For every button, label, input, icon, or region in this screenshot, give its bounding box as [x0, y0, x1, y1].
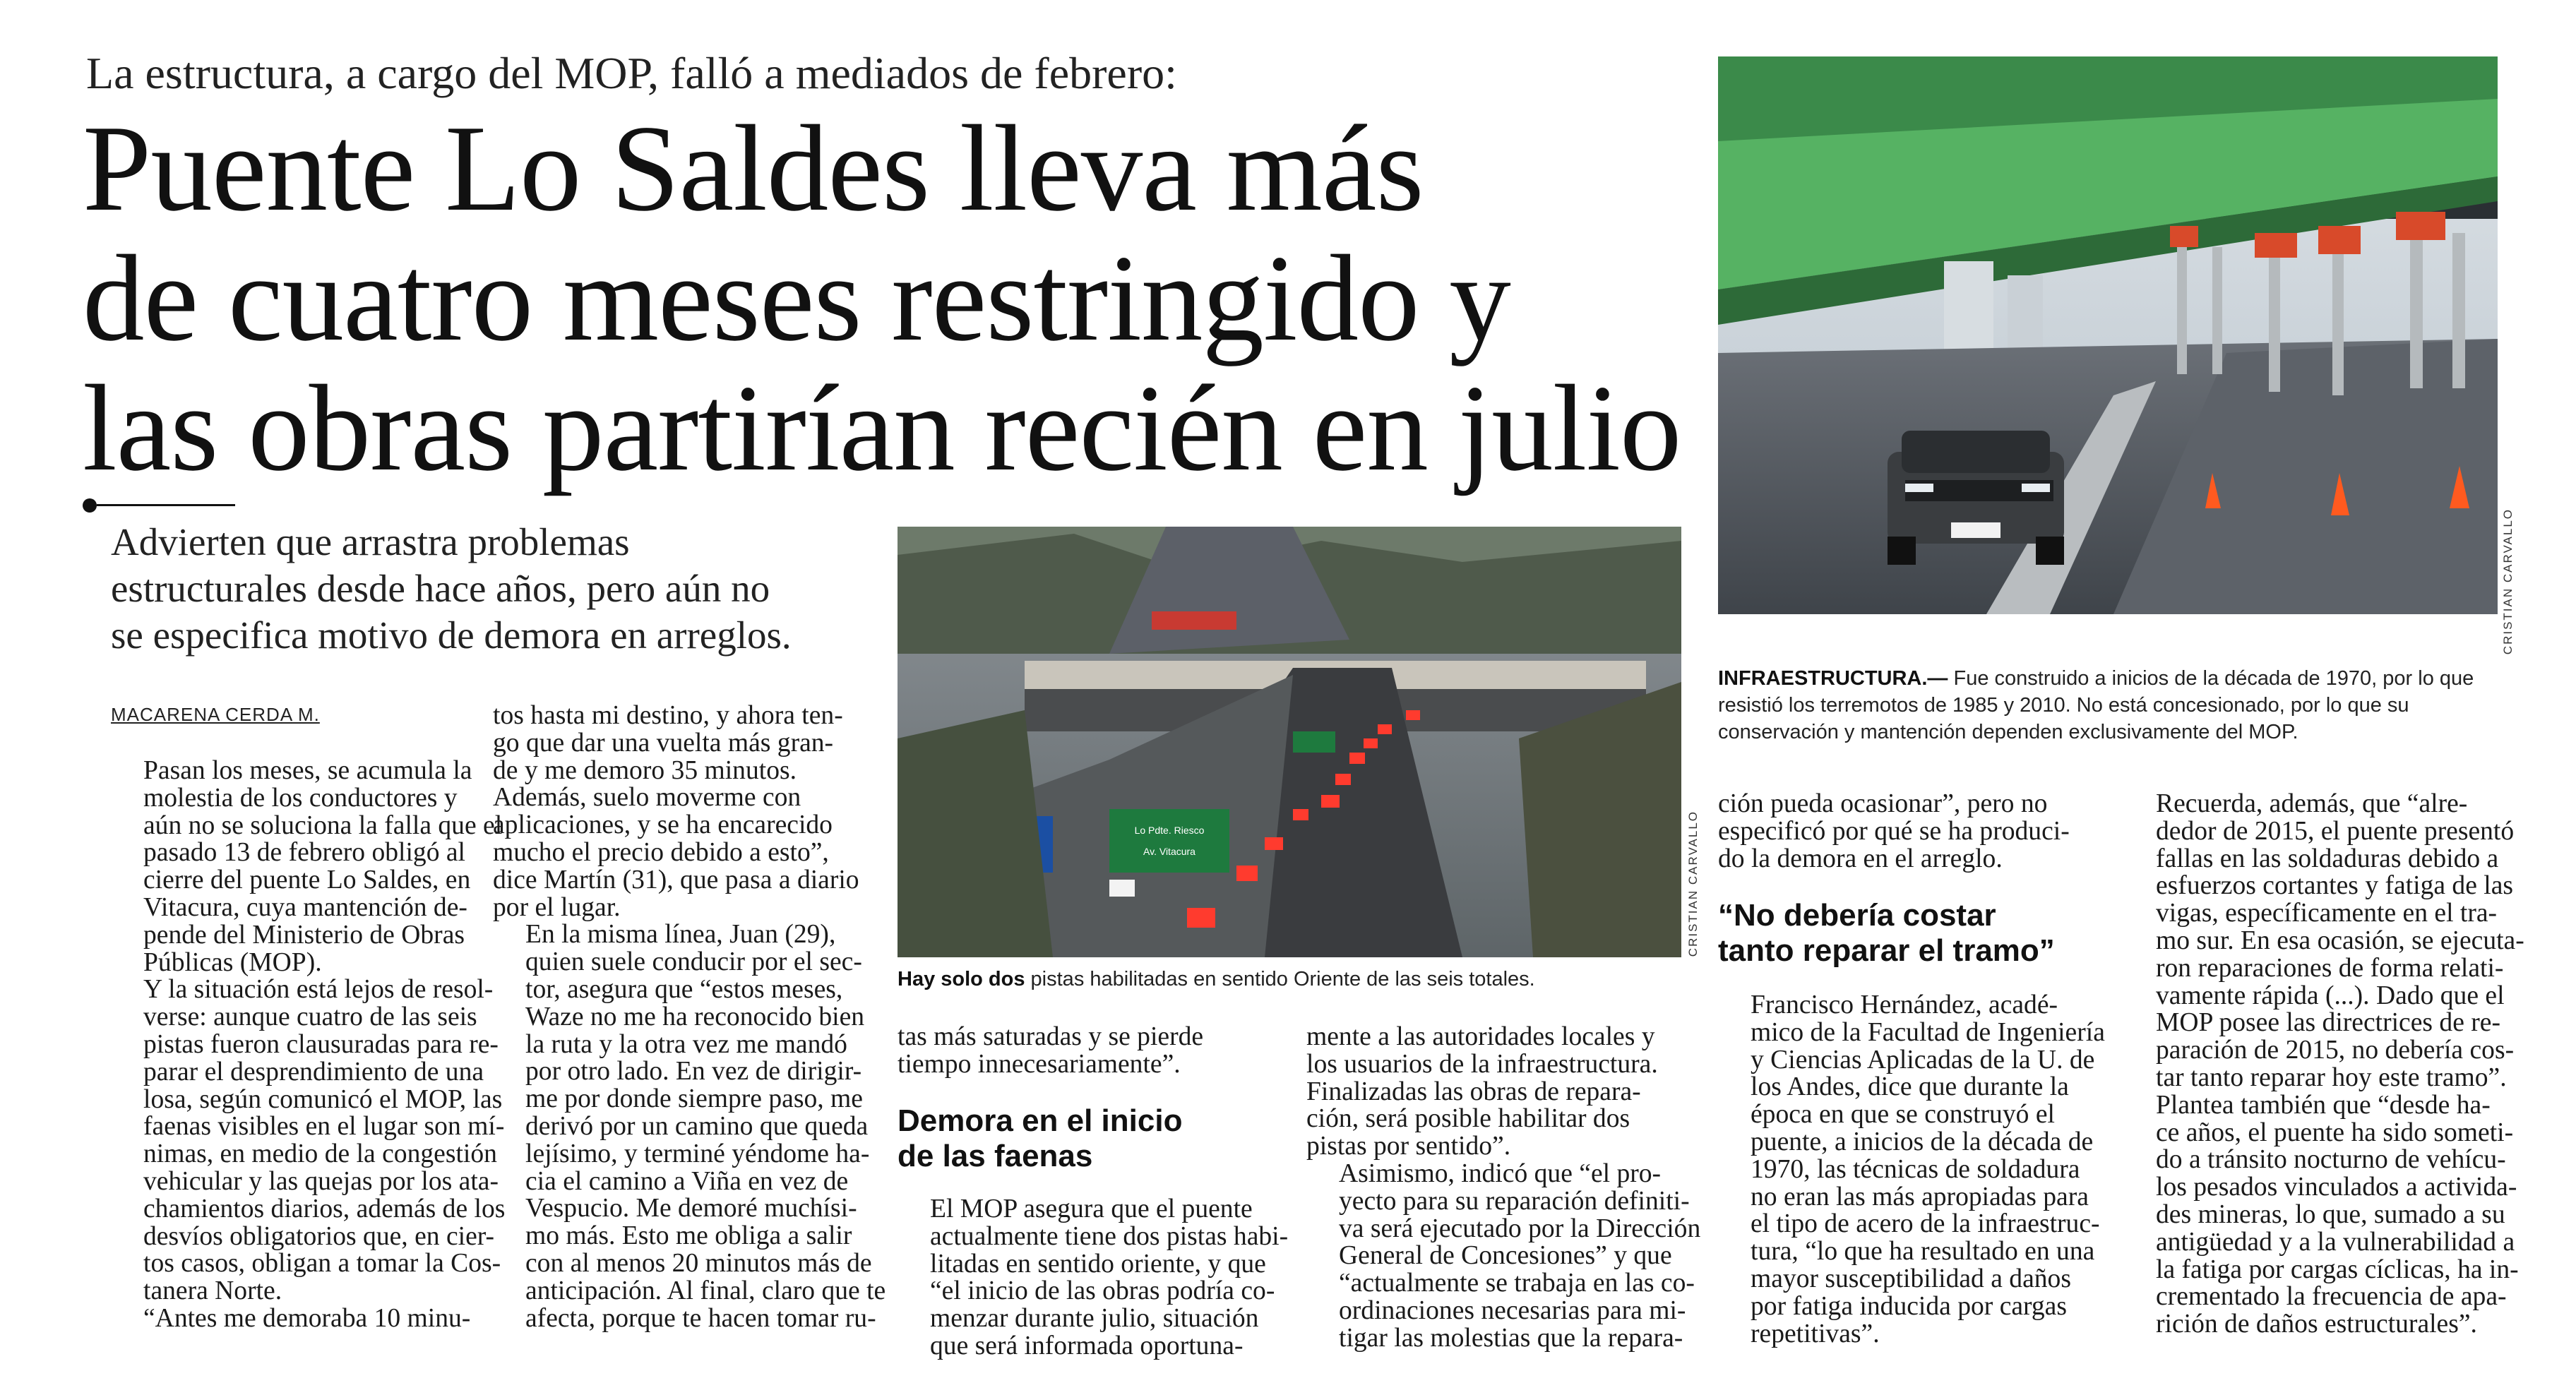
text-line: pistas por sentido”. [1306, 1132, 1511, 1161]
text-line: “Antes me demoraba 10 minu- [143, 1303, 471, 1333]
text-line: nimas, en medio de la congestión [143, 1139, 497, 1169]
traffic-photo [898, 527, 1681, 957]
text-line: desvíos obligatorios que, en cier- [143, 1221, 495, 1251]
text-line: ron reparaciones de forma relati- [2156, 953, 2504, 983]
paragraph [493, 702, 864, 921]
text-line: verse: aunque cuatro de las seis [143, 1002, 477, 1032]
text-line: quien suele conducir por el sec- [525, 947, 862, 977]
text-line: puente, a inicios de la década de [1751, 1127, 2094, 1156]
article-column-5-body [1718, 990, 2105, 1348]
text-line: mente a las autoridades locales y [1306, 1022, 1655, 1051]
article-column-6 [2123, 789, 2524, 1339]
text-line: paración de 2015, no debería cos- [2156, 1036, 2515, 1065]
text-line: Francisco Hernández, acadé- [1751, 990, 2058, 1019]
photo-credit: CRISTIAN CARVALLO [2501, 508, 2515, 655]
subheading [898, 1103, 1268, 1174]
text-line: Públicas (MOP). [143, 947, 322, 977]
text-line: chamientos diarios, además de los [143, 1194, 506, 1223]
text-line: En la misma línea, Juan (29), [525, 920, 836, 950]
article-column-3-body [898, 1195, 1289, 1360]
text-line: afecta, porque te hacen tomar ru- [525, 1303, 876, 1333]
text-line: cierre del puente Lo Saldes, en [143, 866, 471, 895]
text-line: 1970, las técnicas de soldadura [1751, 1154, 2080, 1184]
paragraph [111, 975, 506, 1306]
paragraph [111, 756, 503, 977]
text-line: dice Martín (31), que pasa a diario [493, 865, 859, 894]
text-line: Pasan los meses, se acumula la [143, 756, 472, 785]
deck-rule [97, 504, 235, 506]
text-line: ce años, el puente ha sido someti- [2156, 1118, 2514, 1147]
text-line: Waze no me ha reconocido bien [525, 1002, 865, 1031]
text-line: los usuarios de la infraestructura. [1306, 1049, 1658, 1079]
text-line: mico de la Facultad de Ingeniería [1751, 1017, 2105, 1047]
text-line: época en que se construyó el [1751, 1100, 2055, 1130]
headline-line: de cuatro meses restringido y [83, 229, 1510, 366]
text-line: especificó por qué se ha produci- [1718, 816, 2070, 846]
paragraph [898, 1024, 1268, 1079]
text-line: y Ciencias Aplicadas de la U. de [1751, 1045, 2095, 1074]
text-line: “el inicio de las obras podría co- [930, 1276, 1275, 1306]
text-line: faenas visibles en el lugar son mí- [143, 1112, 505, 1142]
text-line: ción, será posible habilitar dos [1306, 1104, 1630, 1134]
headline [83, 100, 1742, 496]
text-line: Además, suelo moverme con [493, 783, 801, 813]
text-line: tanera Norte. [143, 1276, 282, 1306]
headline-line: las obras partirían recién en julio [83, 359, 1681, 496]
paragraph [1718, 990, 2105, 1348]
text-line: dedor de 2015, el puente presentó [2156, 816, 2515, 846]
text-line: esfuerzos cortantes y fatiga de las [2156, 871, 2514, 901]
text-line: do a tránsito nocturno de vehícu- [2156, 1145, 2506, 1175]
text-line: tor, asegura que “estos meses, [525, 974, 843, 1004]
text-line: molestia de los conductores y [143, 783, 458, 813]
article-column-3 [898, 1024, 1268, 1079]
text-line: mo más. Esto me obliga a salir [525, 1221, 852, 1251]
text-line: por otro lado. En vez de dirigir- [525, 1057, 862, 1086]
text-line: yecto para su reparación definiti- [1339, 1186, 1690, 1216]
paragraph [898, 1195, 1289, 1360]
bullet-dot [83, 498, 97, 513]
text-line: vehicular y las quejas por los ata- [143, 1166, 499, 1196]
text-line: vigas, específicamente en el tra- [2156, 899, 2498, 928]
text-line: de y me demoro 35 minutos. [493, 755, 797, 785]
text-line: me por donde siempre paso, me [525, 1084, 863, 1114]
text-line: tar tanto reparar hoy este tramo”. [2156, 1062, 2507, 1092]
text-line: los Andes, dice que durante la [1751, 1072, 2069, 1102]
subheading-line: tanto reparar el tramo” [1718, 933, 2055, 968]
paragraph [2123, 1090, 2519, 1339]
subheading-line: “No debería costar [1718, 898, 1996, 933]
text-line: no eran las más apropiadas para [1751, 1182, 2089, 1211]
deck-line: se especifica motivo de demora en arreglos. [111, 613, 792, 657]
text-line: General de Concesiones” y que [1339, 1241, 1672, 1271]
text-line: anticipación. Al final, claro que te [525, 1276, 886, 1305]
text-line: mo sur. En esa ocasión, se ejecuta- [2156, 926, 2524, 955]
text-line: tas más saturadas y se pierde [898, 1022, 1204, 1051]
paragraph [1306, 1158, 1701, 1353]
deck [111, 519, 881, 659]
text-line: Y la situación está lejos de resol- [143, 975, 494, 1005]
text-line: tura, “lo que ha resultado en una [1751, 1237, 2095, 1267]
article-column-5 [1718, 791, 2085, 873]
text-line: tiempo innecesariamente”. [898, 1049, 1181, 1079]
text-line: tos hasta mi destino, y ahora ten- [493, 701, 843, 730]
caption-lead: Hay solo dos [898, 968, 1025, 990]
text-line: Vitacura, cuya mantención de- [143, 892, 467, 922]
text-line: parar el desprendimiento de una [143, 1057, 484, 1086]
caption-text: pistas habilitadas en sentido Oriente de las seis totales. [1025, 968, 1535, 990]
text-line: por fatiga inducida por cargas [1751, 1291, 2067, 1321]
text-line: pasado 13 de febrero obligó al [143, 838, 466, 868]
text-line: aún no se soluciona la falla que el [143, 810, 503, 840]
text-line: MOP posee las directrices de re- [2156, 1008, 2500, 1038]
caption-lead: INFRAESTRUCTURA.— [1718, 667, 1948, 690]
text-line: pende del Ministerio de Obras [143, 920, 465, 950]
text-line: repetitivas”. [1751, 1319, 1880, 1348]
text-line: pistas fueron clausuradas para re- [143, 1029, 499, 1059]
text-line: des mineras, lo que, sumado a su [2156, 1199, 2505, 1229]
text-line: go que dar una vuelta más gran- [493, 728, 834, 758]
article-column-2 [493, 701, 886, 1333]
headline-line: Puente Lo Saldes lleva más [83, 100, 1424, 237]
kicker: La estructura, a cargo del MOP, falló a mediados de febrero: [86, 48, 1177, 98]
paragraph [1306, 1024, 1681, 1161]
photo-caption [898, 966, 1681, 993]
text-line: antigüedad y a la vulnerabilidad a [2156, 1227, 2515, 1257]
text-line: la fatiga por cargas cíclicas, ha in- [2156, 1255, 2519, 1284]
text-line: los pesados vinculados a activida- [2156, 1173, 2517, 1202]
paragraph [1718, 791, 2085, 873]
text-line: ordinaciones necesarias para mi- [1339, 1295, 1686, 1325]
deck-line: estructurales desde hace años, pero aún no [111, 567, 770, 610]
text-line: do la demora en el arreglo. [1718, 844, 2003, 873]
article-column-1 [111, 756, 506, 1333]
text-line: fallas en las soldaduras debido a [2156, 844, 2499, 873]
photo-caption [1718, 665, 2498, 746]
text-line: que será informada oportuna- [930, 1331, 1244, 1360]
text-line: la ruta y la otra vez me mandó [525, 1029, 847, 1059]
text-line: derivó por un camino que queda [525, 1111, 869, 1141]
text-line: el tipo de acero de la infraestruc- [1751, 1209, 2100, 1239]
article-column-4 [1306, 1022, 1701, 1353]
text-line: Vespucio. Me demoré muchísi- [525, 1194, 857, 1223]
text-line: mayor susceptibilidad a daños [1751, 1264, 2071, 1293]
subheading-line: de las faenas [898, 1139, 1093, 1173]
paragraph [111, 1303, 471, 1333]
text-line: crementado la frecuencia de apa- [2156, 1282, 2507, 1312]
text-line: rición de daños estructurales”. [2156, 1310, 2477, 1339]
text-line: “actualmente se trabaja en las co- [1339, 1269, 1695, 1298]
text-line: mucho el precio debido a esto”, [493, 837, 829, 867]
text-line: losa, según comunicó el MOP, las [143, 1084, 503, 1114]
text-line: aplicaciones, y se ha encarecido [493, 810, 833, 840]
deck-line: Advierten que arrastra problemas [111, 520, 630, 563]
subheading [1718, 898, 2099, 969]
text-line: tigar las molestias que la repara- [1339, 1323, 1683, 1353]
paragraph [493, 920, 886, 1333]
text-line: tos casos, obligan a tomar la Cos- [143, 1249, 501, 1279]
text-line: por el lugar. [493, 892, 621, 922]
text-line: cia el camino a Viña en vez de [525, 1166, 849, 1196]
text-line: ción pueda ocasionar”, pero no [1718, 789, 2048, 818]
subheading-line: Demora en el inicio [898, 1103, 1183, 1138]
photo-credit: CRISTIAN CARVALLO [1686, 810, 1700, 957]
sign-text: Lo Pdte. Riesco [1134, 825, 1205, 836]
text-line: Finalizadas las obras de repara- [1306, 1077, 1641, 1106]
text-line: con al menos 20 minutos más de [525, 1248, 872, 1278]
sign-text: Av. Vitacura [1143, 846, 1195, 857]
paragraph [2123, 789, 2524, 1092]
text-line: vamente rápida (...). Dado que el [2156, 981, 2505, 1010]
text-line: litadas en sentido oriente, y que [930, 1249, 1266, 1279]
text-line: Asimismo, indicó que “el pro- [1339, 1158, 1662, 1188]
text-line: lejísimo, y terminé yéndome ha- [525, 1139, 870, 1168]
text-line: menzar durante julio, situación [930, 1304, 1259, 1334]
text-line: va será ejecutado por la Dirección [1339, 1214, 1701, 1243]
text-line: Plantea también que “desde ha- [2156, 1090, 2491, 1120]
byline: MACARENA CERDA M. [111, 704, 320, 725]
caption-text: Fue construido a inicios de la década de 1970, por lo que resistió los terremotos de 1985 y 2010. No está concesionado, por lo que su conservación y mantención dependen exclusivamente del MOP. [1718, 667, 2474, 743]
bridge-photo [1718, 56, 2498, 614]
text-line: Recuerda, además, que “alre- [2156, 789, 2468, 818]
text-line: El MOP asegura que el puente [930, 1195, 1253, 1223]
text-line: actualmente tiene dos pistas habi- [930, 1221, 1289, 1251]
